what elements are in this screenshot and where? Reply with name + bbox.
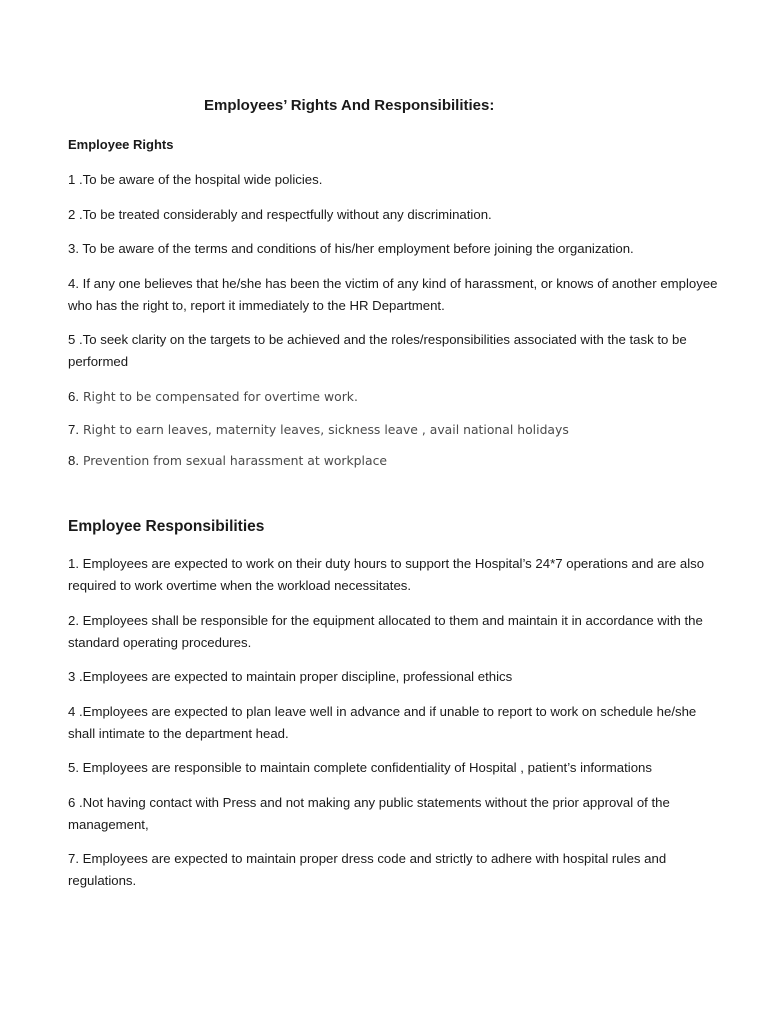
rights-item: 5 .To seek clarity on the targets to be achieved and the roles/responsibilities associated with the task to be performed — [68, 332, 687, 369]
rights-item: 2 .To be treated considerably and respectfully without any discrimination. — [68, 207, 492, 222]
rights-item — [68, 387, 718, 407]
rights-item: 4. If any one believes that he/she has been the victim of any kind of harassment, or knows of another employee who has the right to, report it immediately to the HR Department. — [68, 276, 718, 313]
responsibility-item: 2. Employees shall be responsible for the equipment allocated to them and maintain it in accordance with the standard operating procedures. — [68, 613, 703, 650]
item-number: 6. — [68, 389, 79, 404]
responsibility-item: 5. Employees are responsible to maintain complete confidentiality of Hospital , patient’s informations — [68, 760, 652, 775]
item-text: Right to earn leaves, maternity leaves, sickness leave , avail national holidays — [79, 422, 569, 437]
item-number: 7. — [68, 422, 79, 437]
document-title: Employees’ Rights And Responsibilities: — [204, 97, 495, 114]
responsibility-item: 7. Employees are expected to maintain proper dress code and strictly to adhere with hospital rules and regulations. — [68, 851, 667, 888]
rights-item: 1 .To be aware of the hospital wide policies. — [68, 172, 323, 187]
responsibilities-heading: Employee Responsibilities — [68, 518, 265, 535]
responsibility-item: 3 .Employees are expected to maintain proper discipline, professional ethics — [68, 669, 513, 684]
responsibility-item: 4 .Employees are expected to plan leave well in advance and if unable to report to work on schedule he/she shall intimate to the department head. — [68, 704, 697, 741]
responsibility-item: 6 .Not having contact with Press and not making any public statements without the prior approval of the management, — [68, 795, 670, 832]
responsibility-item: 1. Employees are expected to work on their duty hours to support the Hospital’s 24*7 operations and are also required to work overtime when the workload necessitates. — [68, 556, 705, 593]
item-number: 8. — [68, 453, 79, 468]
rights-item: 3. To be aware of the terms and conditions of his/her employment before joining the organization. — [68, 241, 634, 256]
rights-item — [68, 451, 718, 471]
rights-item — [68, 420, 718, 440]
item-text: Right to be compensated for overtime work. — [79, 389, 358, 404]
item-text: Prevention from sexual harassment at workplace — [79, 453, 388, 468]
rights-heading: Employee Rights — [68, 137, 174, 152]
